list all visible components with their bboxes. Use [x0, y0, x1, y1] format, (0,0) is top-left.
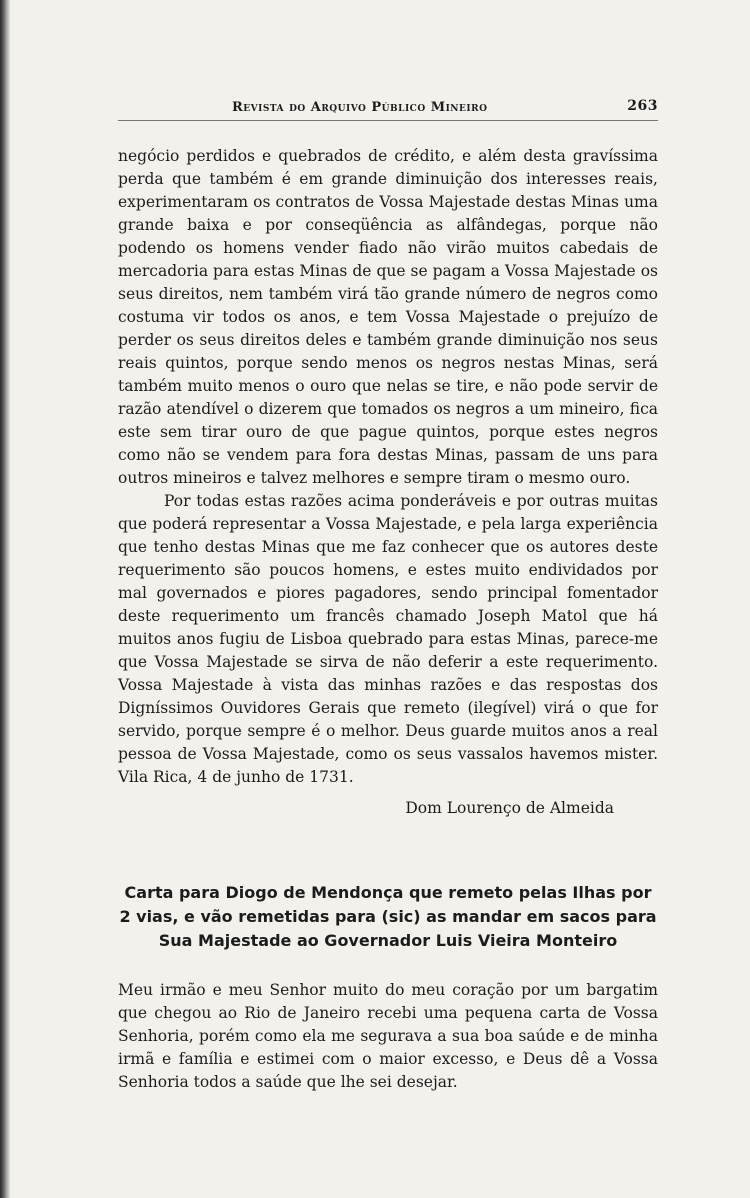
book-binding-edge: [0, 0, 10, 1198]
body-paragraph: Por todas estas razões acima ponderáveis e por outras muitas que poderá representar a Vossa Majestade, e pela larga experiência que tenho destas Minas que me faz conhecer que os autores deste requerimento são poucos homens, e estes muito endividados por mal governados e piores pagadores, sendo principal fomentador deste requerimento um francês chamado Joseph Matol que há muitos anos fugiu de Lisboa quebrado para estas Minas, parece-me que Vossa Majestade se sirva de não deferir a este requerimento. Vossa Majestade à vista das minhas razões e das respostas dos Digníssimos Ouvidores Gerais que remeto (ilegível) virá o que for servido, porque sempre é o melhor. Deus guarde muitos anos a real pessoa de Vossa Majestade, como os seus vassalos havemos mister. Vila Rica, 4 de junho de 1731.: [118, 492, 658, 786]
section-paragraph: Meu irmão e meu Senhor muito do meu coração por um bargatim que chegou ao Rio de Janeiro recebi uma pequena carta de Vossa Senhoria, porém como ela me segurava a sua boa saúde e de minha irmã e família e estimei com o maior excesso, e Deus dê a Vossa Senhoria todos a saúde que lhe sei desejar.: [118, 981, 658, 1091]
letter-body: [118, 145, 658, 789]
book-page: [118, 94, 658, 1094]
page-number: 263: [627, 98, 658, 114]
section-body: [118, 979, 658, 1094]
body-paragraph: negócio perdidos e quebrados de crédito, e além desta gravíssima perda que também é em grande diminuição dos interesses reais, experimentaram os contratos de Vossa Majestade destas Minas uma grande baixa e por conseqüência as alfândegas, porque não podendo os homens vender fiado não virão muitos cabedais de mercadoria para estas Minas de que se pagam a Vossa Majestade os seus direitos, nem também virá tão grande número de negros como costuma vir todos os anos, e tem Vossa Majestade o prejuízo de perder os seus direitos deles e também grande diminuição nos seus reais quintos, porque sendo menos os negros nestas Minas, será também muito menos o ouro que nelas se tire, e não pode servir de razão atendível o dizerem que tomados os negros a um mineiro, fica este sem tirar ouro de que pague quintos, porque estes negros como não se vendem para fora destas Minas, passam de uns para outros mineiros e talvez melhores e sempre tiram o mesmo ouro.: [118, 147, 658, 487]
journal-title: Revista do Arquivo Público Mineiro: [232, 100, 488, 115]
section-title: Carta para Diogo de Mendonça que remeto pelas Ilhas por 2 vias, e vão remetidas para (sic) as mandar em sacos para Sua Majestade ao Governador Luis Vieira Monteiro: [119, 883, 657, 950]
running-header: [118, 94, 658, 121]
signature: Dom Lourenço de Almeida: [405, 799, 614, 817]
